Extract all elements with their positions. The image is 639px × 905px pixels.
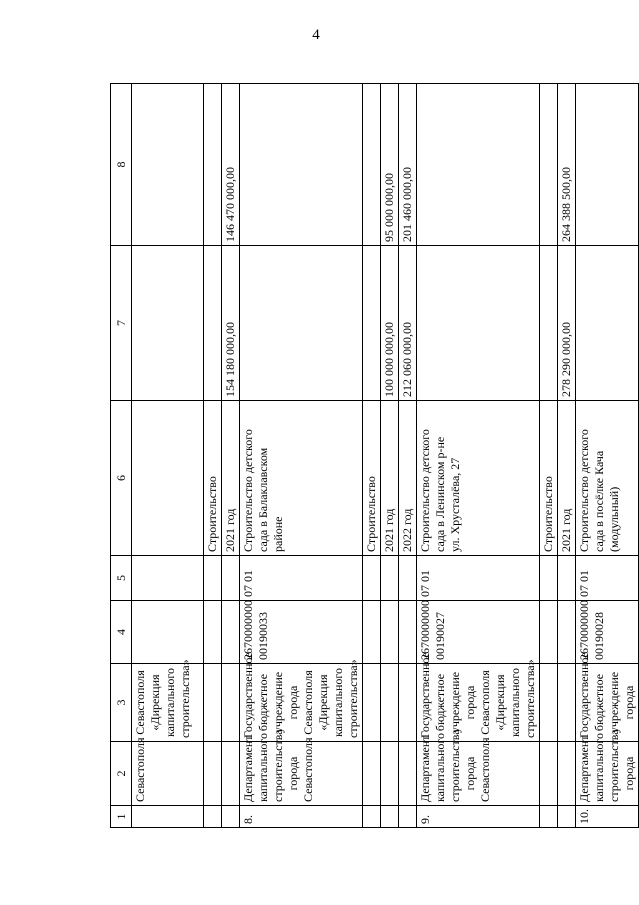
cell-year: 2021 год — [381, 401, 399, 556]
cell-dept-continued: Севастополя — [132, 742, 204, 806]
col-header-1: 1 — [111, 806, 132, 828]
cell-object: Строительство детского сада в Балаклавском районе — [240, 401, 363, 556]
table-row — [576, 84, 639, 828]
cell-section: 07 01 — [240, 556, 363, 601]
cell-section: 07 01 — [576, 556, 639, 601]
cell-num: 9. — [417, 806, 540, 828]
cell-value-7: 212 060 000,00 — [399, 246, 417, 401]
cell-year: 2022 год — [399, 401, 417, 556]
cell-org: Государственное бюджетное учреждение города — [576, 664, 639, 742]
cell-code: 2670000000 00190028 — [576, 601, 639, 664]
cell-num: 8. — [240, 806, 363, 828]
col-header-6: 6 — [111, 401, 132, 556]
cell-org: Государственное бюджетное учреждение города Севастополя «Дирекция капитального строительства» — [417, 664, 540, 742]
cell-dept: Департамент капитального строительства города Севастополя — [240, 742, 363, 806]
cell-code: 2670000000 00190027 — [417, 601, 540, 664]
col-header-4: 4 — [111, 601, 132, 664]
table-row — [240, 84, 363, 828]
cell-num: 10. — [576, 806, 639, 828]
table-row — [417, 84, 540, 828]
cell-value-8: 201 460 000,00 — [399, 84, 417, 246]
cell-year: 2021 год — [222, 401, 240, 556]
page-number: 4 — [312, 27, 320, 43]
cell-dept: Департамент капитального строительства города — [576, 742, 639, 806]
cell-object: Строительство детского сада в посёлке Кача (модульный) — [576, 401, 639, 556]
cell-org: Государственное бюджетное учреждение города Севастополя «Дирекция капитального строительства» — [240, 664, 363, 742]
cell-org-continued: Севастополя «Дирекция капитального строительства» — [132, 664, 204, 742]
cell-work-type: Строительство — [540, 401, 558, 556]
cell-year: 2021 год — [558, 401, 576, 556]
cell-code: 2670000000 00190033 — [240, 601, 363, 664]
cell-value-7: 100 000 000,00 — [381, 246, 399, 401]
cell-section: 07 01 — [417, 556, 540, 601]
cell-work-type: Строительство — [363, 401, 381, 556]
col-header-2: 2 — [111, 742, 132, 806]
col-header-8: 8 — [111, 84, 132, 246]
cell-value-7: 278 290 000,00 — [558, 246, 576, 401]
continuation-row — [132, 84, 204, 828]
budget-table — [110, 83, 639, 828]
rotated-table-wrapper — [110, 84, 636, 828]
cell-value-8: 95 000 000,00 — [381, 84, 399, 246]
col-header-5: 5 — [111, 556, 132, 601]
col-header-3: 3 — [111, 664, 132, 742]
cell-dept: Департамент капитального строительства города Севастополя — [417, 742, 540, 806]
cell-object: Строительство детского сада в Ленинском р-не ул. Хрусталёва, 27 — [417, 401, 540, 556]
cell-value-7: 154 180 000,00 — [222, 246, 240, 401]
cell-work-type: Строительство — [204, 401, 222, 556]
cell-value-8: 264 388 500,00 — [558, 84, 576, 246]
col-header-7: 7 — [111, 246, 132, 401]
header-row — [111, 84, 132, 828]
cell-value-8: 146 470 000,00 — [222, 84, 240, 246]
